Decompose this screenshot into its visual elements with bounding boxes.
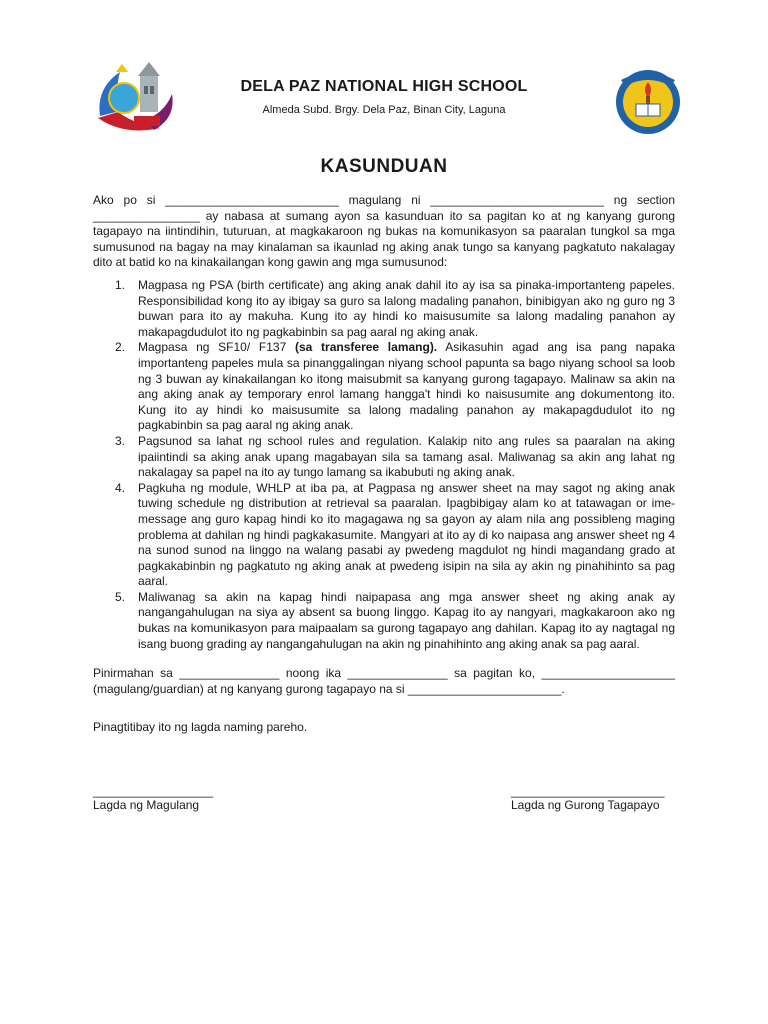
parent-signature-line: __________________ (93, 784, 214, 798)
signing-paragraph: Pinirmahan sa _______________ noong ika _______________ sa pagitan ko, ____________________ (magulang/guardian) at ng kanyang gurong tagapayo na si _______________________. (93, 666, 675, 696)
document-title: KASUNDUAN (320, 156, 448, 177)
item-number: 5. (115, 589, 126, 604)
adviser-signature-line: _______________________ (511, 784, 665, 798)
item-text: Pagsunod sa lahat ng school rules and regulation. Kalakip nito ang rules sa paaralan na aking ipaiintindi sa aking anak upang magabayan sila sa tamang asal. Maliwanag sa akin ang lahat ng nakalagay sa papel na ito ay tungo lamang sa ikabubuti ng aking anak. (138, 433, 675, 480)
item-number: 3. (115, 433, 126, 448)
adviser-signature-label: Lagda ng Gurong Tagapayo (511, 798, 660, 812)
list-item (93, 590, 675, 652)
item-text-after: Asikasuhin agad ang isa pang napaka importanteng papeles mula sa pinanggalingan niyang school papunta sa bago niyang school sa loob ng 3 buwan ay kinakailangan ko itong maisubmit sa kanyang gurong tagapayo. Malinaw sa akin na ang aking anak ay temporary enrol lamang hangga't hindi ko naisusumite ang dokumentong ito. Kung ito ay hindi ko maisusumite sa lalong madaling panahon ay makapagdudulot ito ng pagkabinbin sa pag aaral ng aking anak. (138, 340, 675, 433)
item-text-before: Magpasa ng SF10/ F137 (138, 340, 295, 355)
item-number: 4. (115, 480, 126, 495)
list-item (93, 278, 675, 340)
affirmation-text: Pinagtitibay ito ng lagda naming pareho. (93, 720, 308, 734)
school-address: Almeda Subd. Brgy. Dela Paz, Binan City, Laguna (262, 104, 506, 116)
school-logo-right (613, 66, 683, 136)
item-number: 2. (115, 340, 126, 355)
list-item (93, 481, 675, 590)
intro-paragraph: Ako po si __________________________ magulang ni __________________________ ng section ________________ ay nabasa at sumang ayon sa kasunduan ito sa pagitan ko at ng kanyang gurong tagapayo na iintindihin, tuturuan, at magkakaroon ng bukas na komunikasyon sa paaralan tungkol sa mga sumusunod na bagay na may kinalaman sa ikaunlad ng aking anak tungo sa kanyang pagkatuto nakalagay dito at batid ko na kinakailangan kong gawin ang mga sumusunod: (93, 193, 675, 270)
list-item (93, 340, 675, 434)
item-text: Maliwanag sa akin na kapag hindi naipapasa ang mga answer sheet ng aking anak ay nangangahulugan na siya ay absent sa buong linggo. Kapag ito ay nangyari, magkakaroon ako ng bukas na komunikasyon para maipaalam sa gurong tagapayo ang dahilan. Kapag ito ay nagtagal ng isang buong grading ay nangangahulugan na akin ng pinahihinto ang aking anak sa pag aaral. (138, 589, 675, 651)
parent-signature-label: Lagda ng Magulang (93, 798, 200, 812)
agreement-list (93, 278, 675, 652)
school-logo-left (94, 58, 178, 138)
item-text: Pagkuha ng module, WHLP at iba pa, at Pagpasa ng answer sheet na may sagot ng aking anak tuwing schedule ng distribution at retrieval sa paaralan. Ipagbibigay alam ko at tatawagan or ime-message ang guro kapag hindi ko ito magagawa ng sa gayon ay alam nila ang possibleng maging problema at dahilan ng hindi pagkakasumite. Mangyari at ito ay di ko naipasa ang answer sheet ng 4 na sunod sunod na linggo na walang pasabi ay pwedeng magdulot ng hindi magandang grado at pagkakabinbin ng pagkatuto ng aking anak at pwedeng isipin na sila ay akin ng pinahihinto sa pag aaral. (138, 480, 675, 589)
school-name: DELA PAZ NATIONAL HIGH SCHOOL (240, 78, 528, 95)
item-text: Magpasa ng PSA (birth certificate) ang aking anak dahil ito ay isa sa pinaka-importanteng papeles. Responsibilidad kong ito ay ibigay sa guro sa lalong madaling panahon, binibigyan ako ng guro ng 3 buwan para ito ay makuha. Kung ito ay hindi ko maisusumite sa lalong madaling panahon ay makapagdudulot ito ng pagkabinbin sa pag aaral ng aking anak. (138, 278, 675, 339)
item-number: 1. (115, 278, 126, 292)
item-text-bold: (sa transferee lamang). (294, 340, 438, 355)
list-item (93, 434, 675, 481)
